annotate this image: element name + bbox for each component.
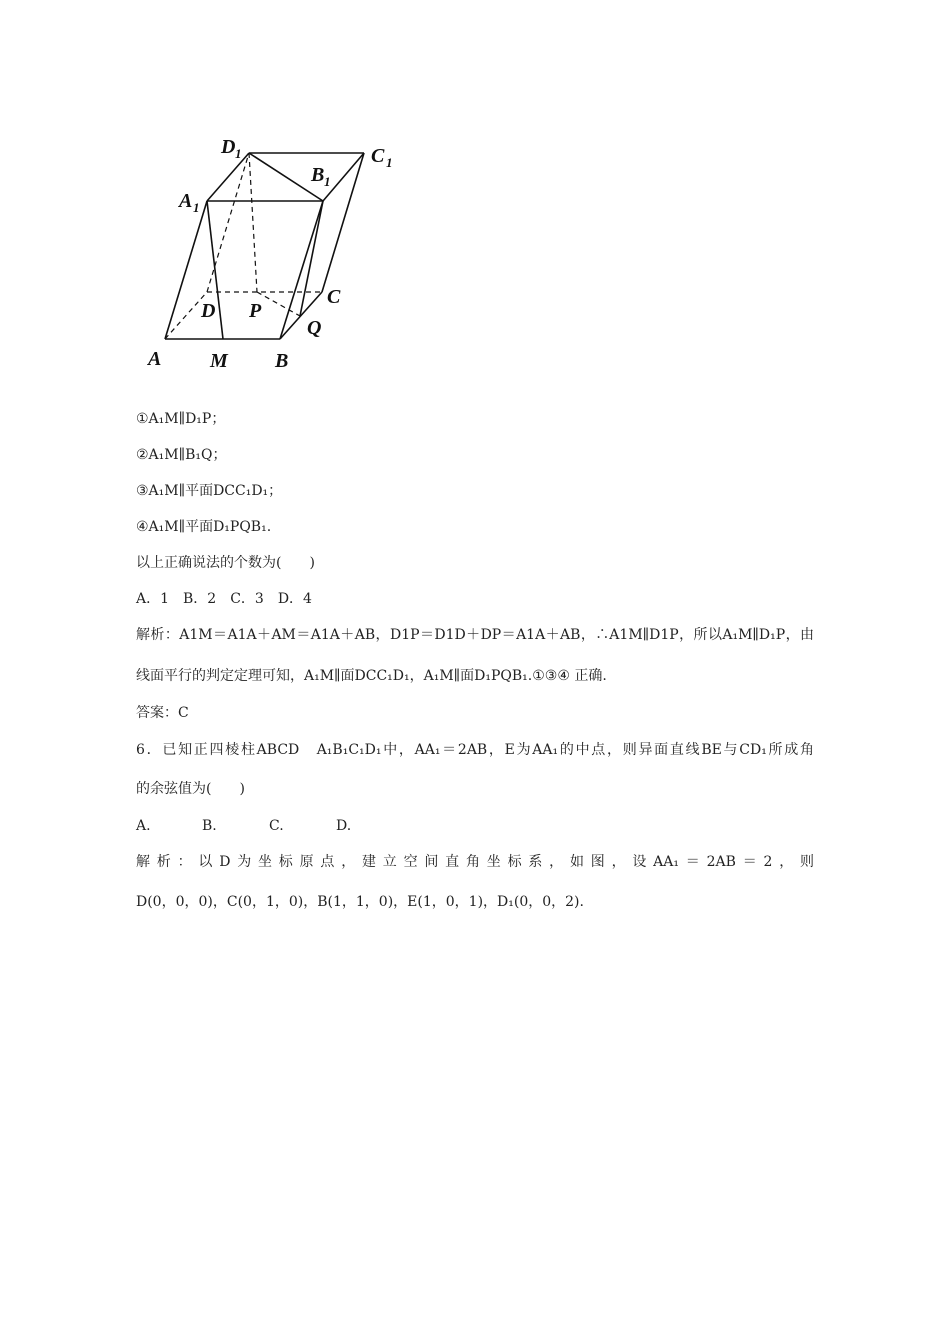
question-5-prompt: 以上正确说法的个数为( ) bbox=[136, 555, 315, 571]
question-6-line-1: 6．已知正四棱柱ABCD A₁B₁C₁D₁中，AA₁＝2AB，E为AA₁的中点，则异面直线BE与CD₁所成角 bbox=[136, 742, 814, 758]
svg-text:1: 1 bbox=[324, 174, 331, 189]
svg-text:A: A bbox=[179, 190, 193, 212]
solution-6-line-1: 解析：以D为坐标原点，建立空间直角坐标系，如图，设AA₁＝2AB＝2，则 bbox=[136, 854, 814, 870]
hidden-edges bbox=[165, 153, 325, 339]
question-6-options bbox=[136, 816, 351, 836]
edge-DD1 bbox=[207, 153, 249, 292]
solution-5-line-2: 线面平行的判定定理可知，A₁M∥面DCC₁D₁，A₁M∥面D₁PQB₁.①③④ 正确. bbox=[136, 668, 607, 684]
label-A: A bbox=[148, 348, 162, 370]
svg-text:B: B bbox=[311, 164, 325, 186]
label-Q: Q bbox=[307, 317, 322, 339]
prism-diagram bbox=[145, 126, 400, 378]
statement-1: ①A₁M∥D₁P； bbox=[136, 411, 226, 427]
question-5-options: A．1 B．2 C．3 D．4 bbox=[136, 591, 312, 607]
svg-text:1: 1 bbox=[235, 146, 242, 161]
edge-D1P bbox=[249, 153, 257, 292]
question-6-line-2: 的余弦值为( ) bbox=[136, 781, 245, 797]
label-P: P bbox=[249, 300, 262, 322]
svg-text:1: 1 bbox=[193, 200, 200, 215]
label-D1 bbox=[220, 136, 242, 161]
prism-figure bbox=[145, 126, 400, 378]
label-C1 bbox=[371, 145, 393, 170]
statement-4: ④A₁M∥平面D₁PQB₁. bbox=[136, 519, 272, 535]
svg-text:C: C bbox=[371, 145, 385, 167]
option-6-b: B. bbox=[202, 818, 217, 834]
statement-3: ③A₁M∥平面DCC₁D₁； bbox=[136, 483, 283, 499]
solid-edges bbox=[165, 153, 364, 339]
edge-A1D1 bbox=[207, 153, 249, 201]
svg-text:D: D bbox=[221, 136, 236, 158]
svg-text:1: 1 bbox=[386, 155, 393, 170]
option-6-c: C. bbox=[269, 818, 284, 834]
label-A1 bbox=[177, 190, 200, 215]
solution-6-line-2: D(0，0，0)，C(0，1，0)，B(1，1，0)，E(1，0，1)，D₁(0，0，2). bbox=[136, 894, 584, 910]
edge-B1Q bbox=[300, 201, 323, 316]
label-C: C bbox=[327, 286, 341, 308]
label-B1 bbox=[310, 164, 331, 189]
option-6-a: A. bbox=[136, 818, 151, 834]
solution-5-line-1: 解析：A1M＝A1A＋AM＝A1A＋AB，D1P＝D1D＋DP＝A1A＋AB，∴A1M∥D1P，所以A₁M∥D₁P，由 bbox=[136, 627, 814, 643]
statement-2: ②A₁M∥B₁Q； bbox=[136, 447, 227, 463]
label-M: M bbox=[210, 350, 228, 372]
label-B: B bbox=[275, 350, 289, 372]
answer-5: 答案：C bbox=[136, 705, 189, 721]
option-6-d: D. bbox=[336, 818, 352, 834]
label-D: D bbox=[201, 300, 216, 322]
